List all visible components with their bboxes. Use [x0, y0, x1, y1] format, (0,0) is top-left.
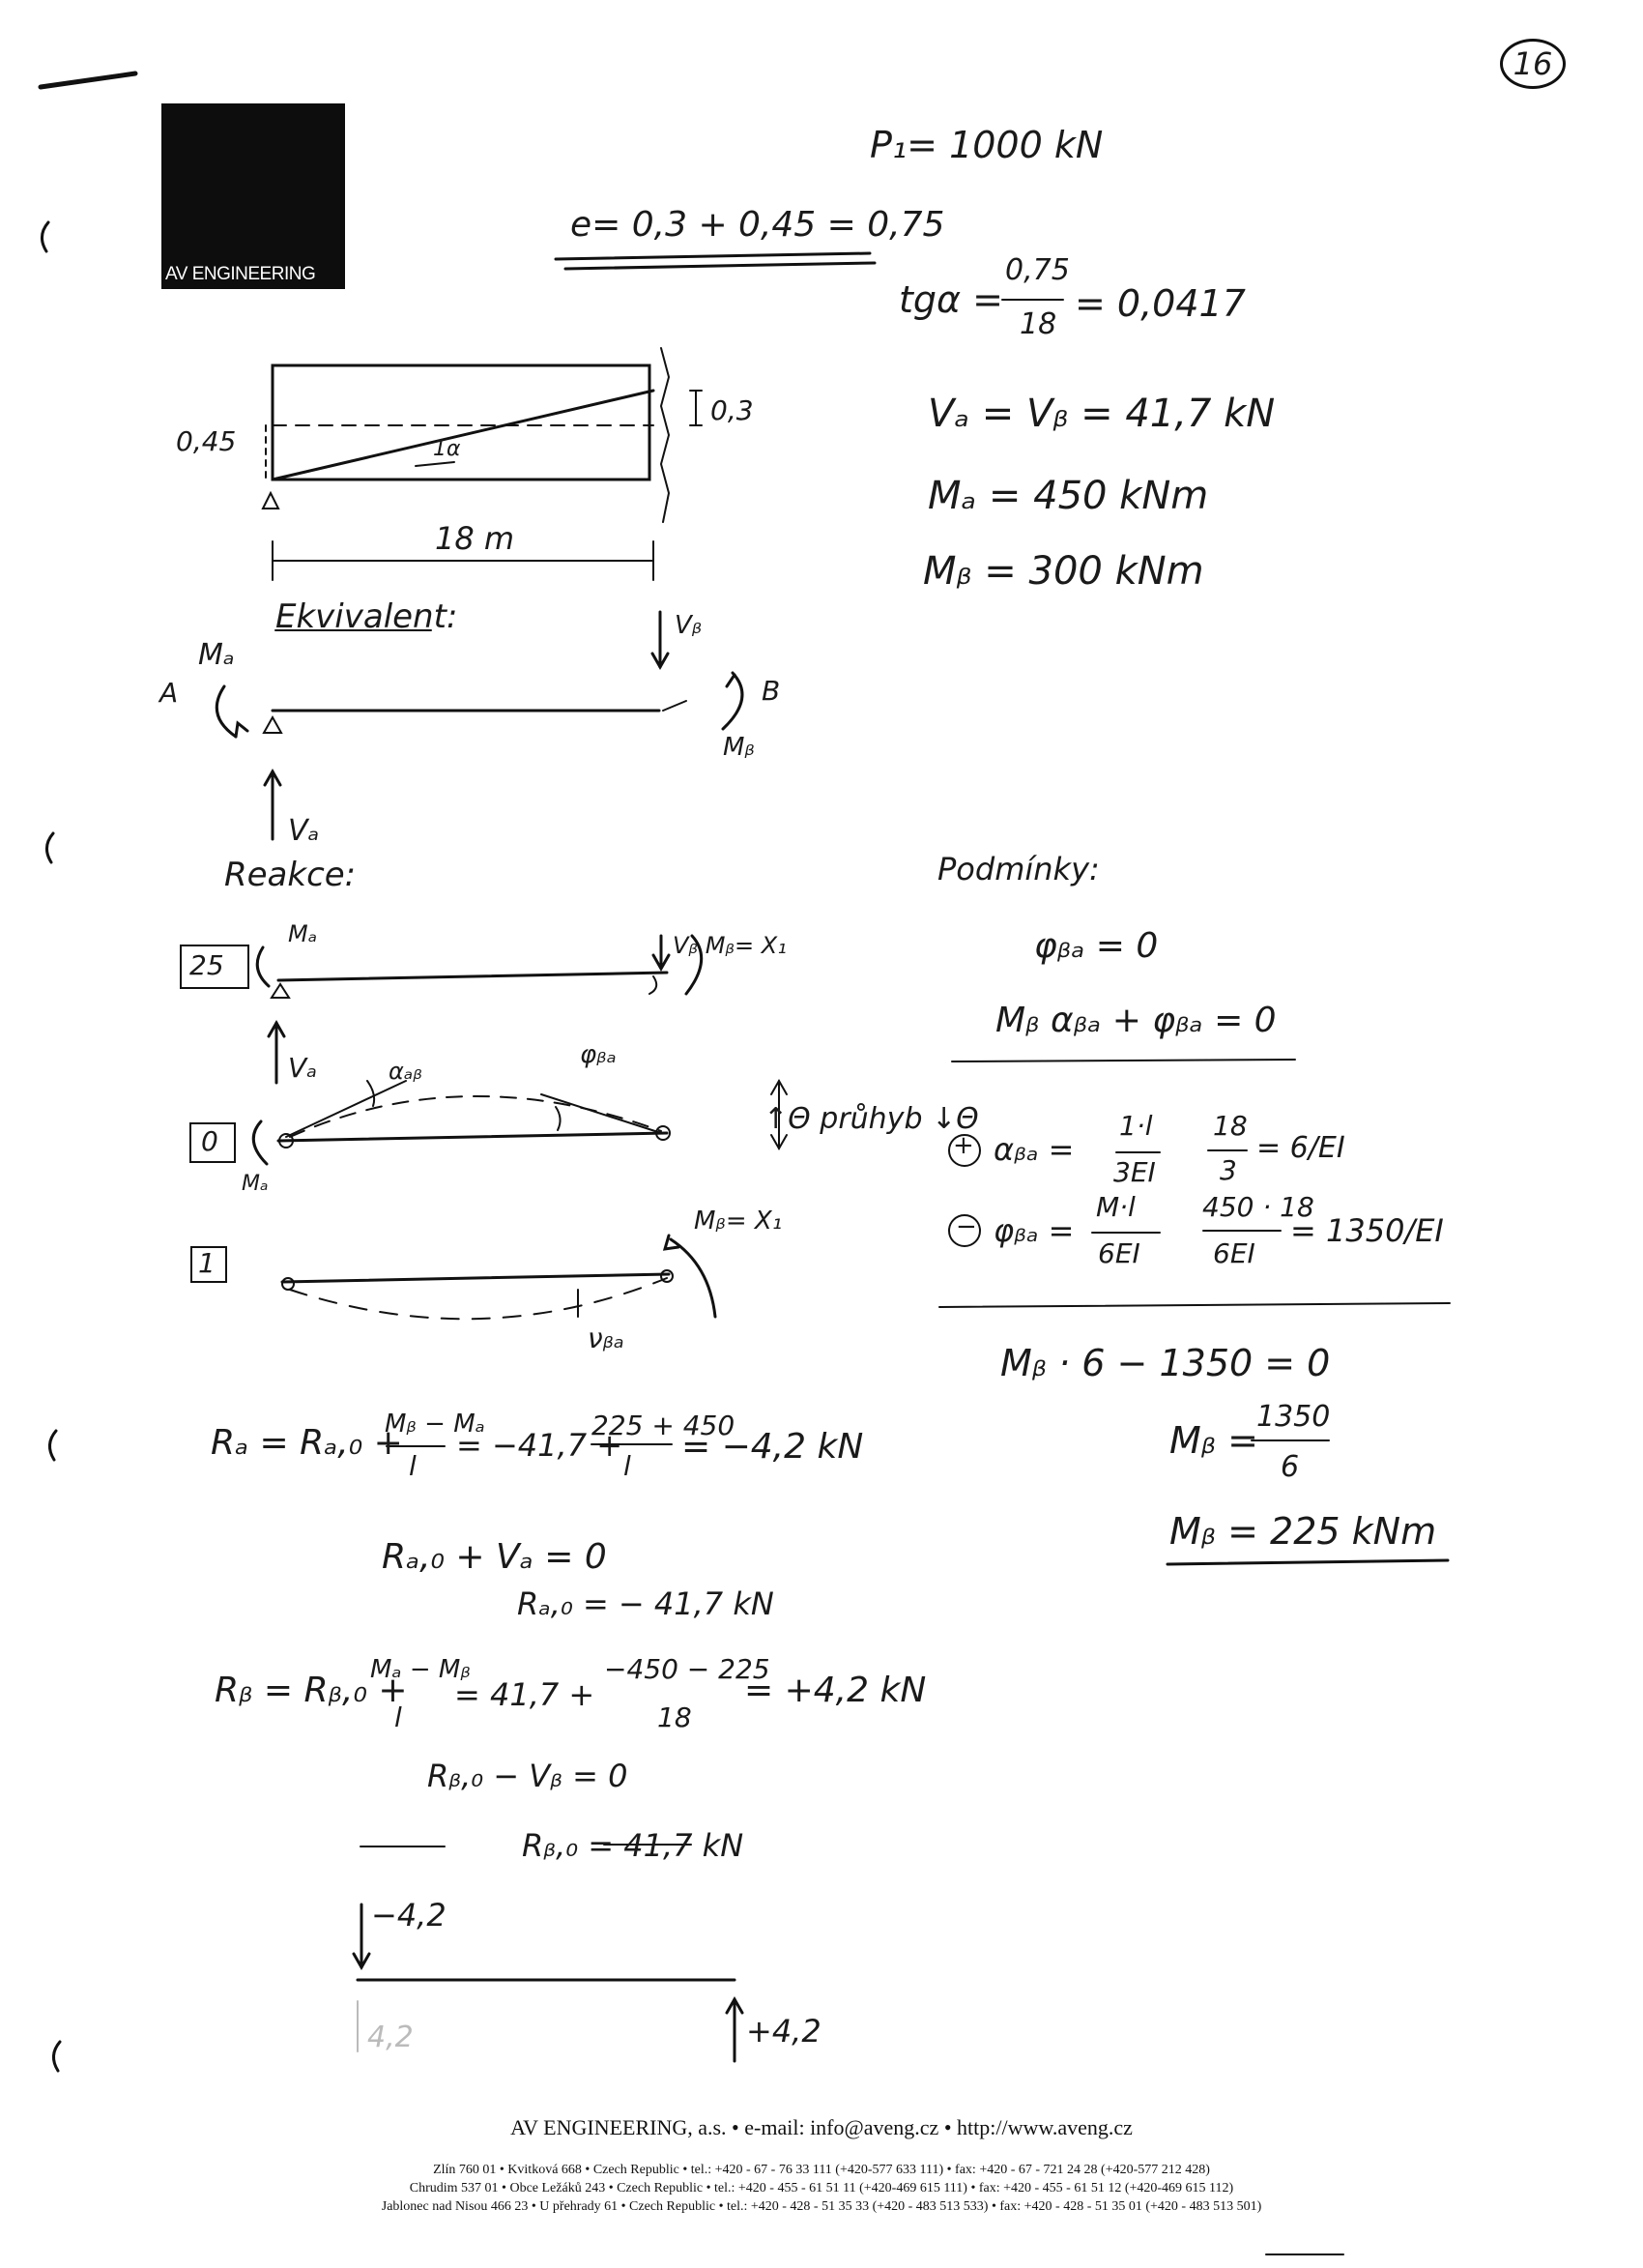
case-1: 1	[198, 1247, 216, 1279]
ra0-value: Rₐ,₀ = − 41,7 kN	[517, 1585, 774, 1622]
phi-mid-den: 6EI	[1213, 1237, 1255, 1269]
equiv-b: B	[762, 675, 781, 707]
plus-sign: +	[953, 1131, 974, 1160]
reactions-title: Reakce:	[224, 856, 357, 894]
tan-numerator: 0,75	[1005, 253, 1070, 287]
ra-frac-den: l	[409, 1450, 417, 1482]
phi-num: M·l	[1096, 1191, 1136, 1223]
mb-lhs: Mᵦ =	[1169, 1419, 1258, 1462]
phi-result: = 1350/EI	[1290, 1212, 1444, 1249]
rb-frac-num: Mₐ − Mᵦ	[370, 1655, 471, 1684]
equiv-ma: Mₐ	[198, 638, 235, 672]
span-label: 18 m	[435, 520, 515, 557]
rb-result: = +4,2 kN	[744, 1671, 927, 1710]
rb-den2: 18	[657, 1701, 692, 1733]
rb-num2: −450 − 225	[604, 1653, 770, 1685]
case1-mb: Mᵦ= X₁	[694, 1207, 783, 1236]
ra-frac-num: Mᵦ − Mₐ	[385, 1410, 485, 1439]
dim-left: 0,45	[176, 425, 237, 457]
phi-mid-num: 450 · 18	[1202, 1191, 1314, 1223]
condition-1: φᵦₐ = 0	[1034, 926, 1159, 966]
conditions-title: Podmínky:	[937, 851, 1100, 887]
rb-frac-den: l	[394, 1701, 402, 1733]
condition-3: Mᵦ · 6 − 1350 = 0	[1000, 1342, 1331, 1384]
ra-den2: l	[623, 1450, 631, 1482]
dim-right: 0,3	[710, 394, 754, 426]
equiv-a: A	[159, 677, 179, 709]
eccentricity: e= 0,3 + 0,45 = 0,75	[570, 205, 945, 245]
result-left-faint: 4,2	[367, 2021, 414, 2054]
force-value: P₁= 1000 kN	[870, 124, 1104, 166]
alpha-num: 1·l	[1119, 1110, 1153, 1142]
alpha-result: = 6/EI	[1256, 1131, 1345, 1165]
case25-va: Vₐ	[288, 1052, 318, 1084]
alpha-ab: αₐᵦ	[389, 1058, 422, 1085]
mb-num: 1350	[1256, 1400, 1331, 1434]
footer-address-zlin: Zlín 760 01 • Kvitková 668 • Czech Republic • tel.: +420 - 67 - 76 33 111 (+420-577 633 111) • fax: +420 - 67 - 721 24 28 (+420-577 212 428)	[433, 2163, 1210, 2177]
phi-lhs: φᵦₐ =	[994, 1212, 1075, 1249]
rb-lhs: Rᵦ = Rᵦ,₀ +	[215, 1671, 408, 1710]
ra-mid: = −41,7 +	[456, 1427, 623, 1464]
tan-denominator: 18	[1020, 307, 1057, 341]
page-number: 16	[1500, 39, 1566, 89]
rb0-eq: Rᵦ,₀ − Vᵦ = 0	[427, 1758, 628, 1794]
footer-address-jablonec: Jablonec nad Nisou 466 23 • U přehrady 61 • Czech Republic • tel.: +420 - 428 - 51 35 33 (+420 - 483 513 533) • fax: +420 - 428 - 51 35 01 (+420 - 483 513 501)	[381, 2199, 1262, 2214]
mb-den: 6	[1281, 1450, 1300, 1484]
footer-company: AV ENGINEERING, a.s. • e-mail: info@aveng.cz • http://www.aveng.cz	[510, 2115, 1133, 2139]
phi-den: 6EI	[1098, 1237, 1140, 1269]
mb-result: Mᵦ = 225 kNm	[1169, 1510, 1437, 1553]
angle-label: 1α	[433, 437, 461, 461]
minus-sign: −	[956, 1212, 977, 1241]
result-left-label: −4,2	[371, 1897, 447, 1934]
phi-ba: φᵦₐ	[580, 1040, 617, 1069]
rb-mid: = 41,7 +	[454, 1676, 595, 1713]
condition-2: Mᵦ αᵦₐ + φᵦₐ = 0	[995, 1001, 1277, 1040]
moment-a: Mₐ = 450 kNm	[928, 474, 1209, 518]
case25-ma: Mₐ	[288, 920, 318, 947]
equiv-vb: Vᵦ	[675, 611, 703, 640]
logo-text: AV ENGINEERING	[165, 264, 316, 284]
company-logo	[161, 103, 345, 289]
case25-vb-mb: Vᵦ Mᵦ= X₁	[673, 932, 787, 959]
alpha-lhs: αᵦₐ =	[994, 1131, 1075, 1168]
equiv-mb: Mᵦ	[723, 733, 755, 762]
reactions-v: Vₐ = Vᵦ = 41,7 kN	[928, 392, 1276, 436]
tan-label: tgα =	[899, 278, 1003, 321]
ra0-eq: Rₐ,₀ + Vₐ = 0	[382, 1537, 607, 1577]
tan-result: = 0,0417	[1075, 282, 1246, 325]
footer-address-chrudim: Chrudim 537 01 • Obce Ležáků 243 • Czech Republic • tel.: +420 - 455 - 61 51 11 (+420-469 615 111) • fax: +420 - 455 - 61 51 12 (+420-469 615 112)	[409, 2181, 1234, 2195]
case1-vba: νᵦₐ	[588, 1323, 624, 1354]
alpha-mid-den: 3	[1220, 1154, 1237, 1186]
case-0: 0	[201, 1125, 218, 1157]
ra-num2: 225 + 450	[591, 1410, 735, 1441]
ra-lhs: Rₐ = Rₐ,₀ +	[211, 1423, 403, 1463]
deflection-label: ↑Θ průhyb ↓Θ	[764, 1102, 979, 1136]
alpha-den: 3EI	[1113, 1156, 1156, 1188]
rb0-value: Rᵦ,₀ = 41,7 kN	[522, 1827, 744, 1864]
result-right-label: +4,2	[746, 2013, 822, 2050]
equivalent-title: Ekvivalent:	[275, 597, 458, 636]
case0-ma: Mₐ	[242, 1172, 269, 1196]
alpha-mid-num: 18	[1213, 1110, 1248, 1142]
ra-result: = −4,2 kN	[681, 1427, 864, 1467]
equiv-va: Vₐ	[288, 814, 320, 848]
moment-b: Mᵦ = 300 kNm	[923, 549, 1204, 594]
case-25: 25	[189, 949, 224, 981]
